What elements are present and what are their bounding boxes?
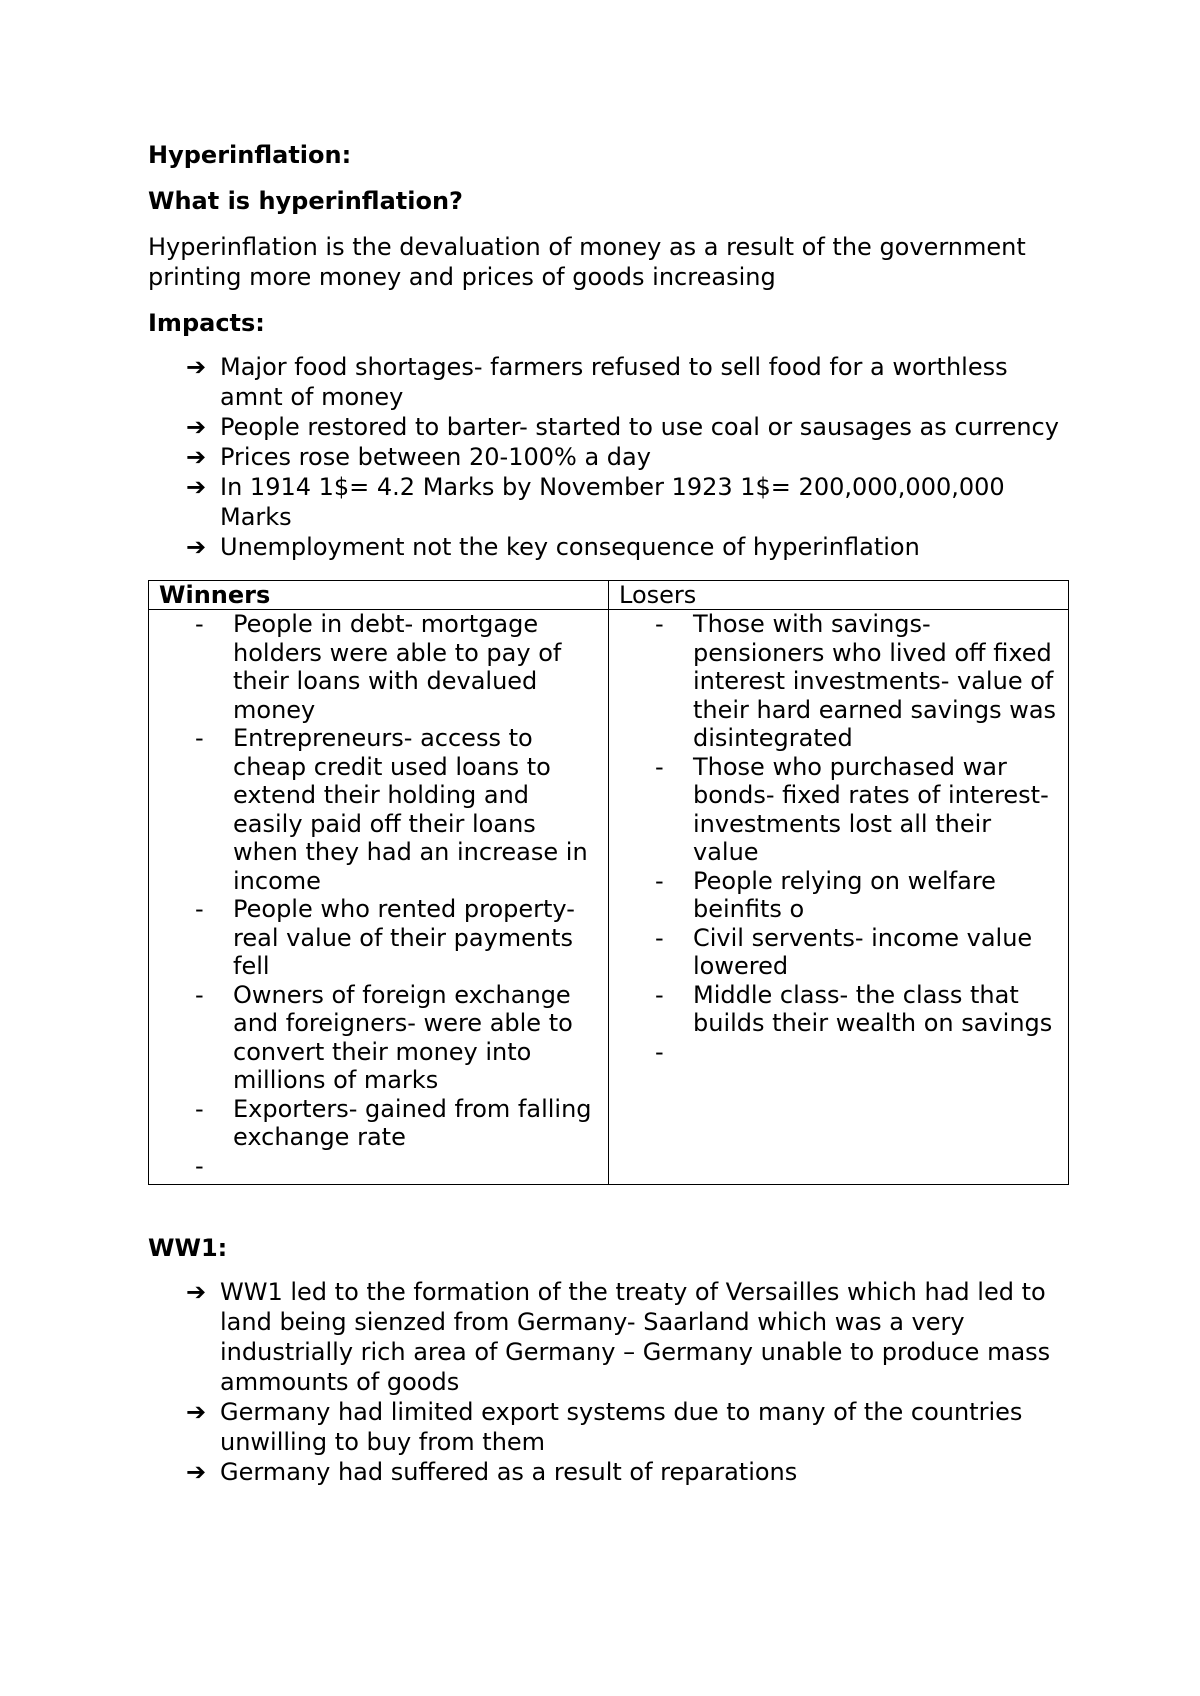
- winner-text: People in debt- mortgage holders were able to pay of their loans with devalued money: [233, 610, 562, 724]
- winners-header: Winners: [149, 581, 609, 610]
- document-title: Hyperinflation:: [148, 141, 352, 169]
- winner-item: [159, 1152, 598, 1181]
- losers-header: Losers: [609, 581, 1069, 610]
- loser-text: Middle class- the class that builds their wealth on savings: [693, 980, 1053, 1037]
- ww1-list: [148, 1277, 1068, 1487]
- dash-icon: -: [195, 610, 204, 638]
- dash-icon: -: [655, 980, 664, 1009]
- loser-item: [619, 867, 1058, 924]
- winner-item: [159, 895, 598, 981]
- dash-icon: -: [195, 724, 204, 752]
- arrow-icon: ➔: [185, 1278, 207, 1306]
- impact-text: In 1914 1$= 4.2 Marks by November 1923 1$= 200,000,000,000 Marks: [220, 473, 1005, 531]
- impact-text: Major food shortages- farmers refused to sell food for a worthless amnt of money: [220, 353, 1008, 411]
- ww1-item: [148, 1457, 1068, 1487]
- loser-text: People relying on welfare beinfits o: [693, 866, 996, 923]
- dash-icon: -: [195, 980, 204, 1009]
- winner-text: Entrepreneurs- access to cheap credit used loans to extend their holding and easily paid off their loans when they had an increase in income: [233, 724, 588, 895]
- impact-item: [148, 442, 1068, 472]
- losers-cell: [609, 610, 1069, 1185]
- loser-item: [619, 753, 1058, 867]
- winner-text: Owners of foreign exchange and foreigners- were able to convert their money into millions of marks: [233, 980, 573, 1094]
- loser-text: Those with savings- pensioners who lived off fixed interest investments- value of their hard earned savings was disintegrated: [693, 610, 1057, 752]
- winner-item: [159, 724, 598, 895]
- impact-text: People restored to barter- started to use coal or sausages as currency: [220, 413, 1059, 441]
- winner-item: [159, 1095, 598, 1152]
- table-row: [149, 610, 1069, 1185]
- table-header-row: [149, 581, 1069, 610]
- impact-text: Prices rose between 20-100% a day: [220, 443, 651, 471]
- loser-item: [619, 924, 1058, 981]
- loser-text: Civil servents- income value lowered: [693, 923, 1033, 980]
- dash-icon: -: [655, 866, 664, 895]
- arrow-icon: ➔: [185, 473, 207, 501]
- impact-item: [148, 472, 1068, 532]
- ww1-item: [148, 1277, 1068, 1397]
- winners-losers-table: [148, 580, 1069, 1185]
- dash-icon: -: [655, 752, 664, 781]
- impact-text: Unemployment not the key consequence of hyperinflation: [220, 533, 920, 561]
- dash-icon: -: [195, 1151, 204, 1180]
- arrow-icon: ➔: [185, 413, 207, 441]
- dash-icon: -: [655, 610, 664, 638]
- loser-item: [619, 1038, 1058, 1067]
- impact-item: [148, 532, 1068, 562]
- ww1-item: [148, 1397, 1068, 1457]
- arrow-icon: ➔: [185, 1398, 207, 1426]
- dash-icon: -: [195, 1094, 204, 1123]
- winners-cell: [149, 610, 609, 1185]
- dash-icon: -: [655, 923, 664, 952]
- dash-icon: -: [195, 895, 204, 923]
- ww1-heading: WW1:: [148, 1234, 228, 1262]
- impacts-list: [148, 352, 1068, 562]
- winners-list: [159, 610, 598, 1180]
- ww1-text: Germany had limited export systems due to many of the countries unwilling to buy from them: [220, 1398, 1023, 1456]
- impact-item: [148, 352, 1068, 412]
- loser-text: Those who purchased war bonds- fixed rates of interest- investments lost all their value: [693, 752, 1049, 866]
- winner-item: [159, 981, 598, 1095]
- winner-text: Exporters- gained from falling exchange rate: [233, 1094, 592, 1151]
- impacts-heading: Impacts:: [148, 309, 265, 337]
- question-heading: What is hyperinflation?: [148, 187, 463, 215]
- document-page: [148, 140, 1068, 1487]
- arrow-icon: ➔: [185, 443, 207, 471]
- winner-item: [159, 610, 598, 724]
- ww1-text: Germany had suffered as a result of reparations: [220, 1458, 798, 1486]
- winner-text: People who rented property- real value of their payments fell: [233, 895, 575, 980]
- losers-list: [619, 610, 1058, 1066]
- arrow-icon: ➔: [185, 1458, 207, 1486]
- arrow-icon: ➔: [185, 353, 207, 381]
- loser-item: [619, 981, 1058, 1038]
- dash-icon: -: [655, 1037, 664, 1066]
- loser-item: [619, 610, 1058, 753]
- definition-paragraph: Hyperinflation is the devaluation of money as a result of the government printing more money and prices of goods increasing: [148, 233, 1026, 291]
- impact-item: [148, 412, 1068, 442]
- ww1-text: WW1 led to the formation of the treaty of Versailles which had led to land being sienzed from Germany- Saarland which was a very industrially rich area of Germany – Germany unable to produce mass ammounts of goods: [220, 1278, 1051, 1396]
- arrow-icon: ➔: [185, 533, 207, 561]
